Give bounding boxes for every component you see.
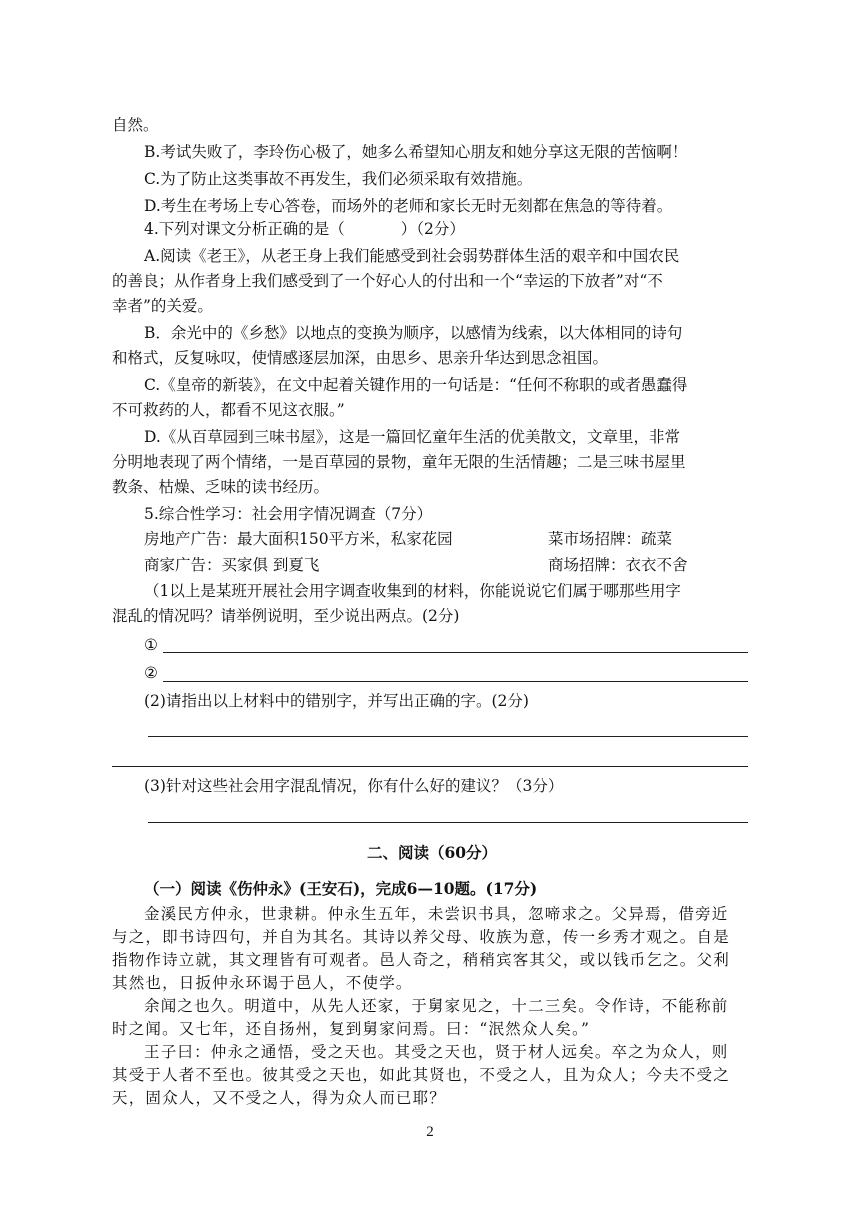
reading-passage-heading: （一）阅读《伤仲永》(王安石)，完成6—10题。(17分) — [144, 879, 538, 898]
q4-option-c: C.《皇帝的新装》，在文中起着关键作用的一句话是：“任何不称职的或者愚蠢得 — [144, 376, 688, 394]
answer-marker-1: ① — [144, 636, 158, 654]
passage-line: 余闻之也久。明道中，从先人还家，于舅家见之，十二三矣。令作诗，不能称前 — [144, 997, 729, 1015]
q4-option-a: A.阅读《老王》，从老王身上我们能感受到社会弱势群体生活的艰辛和中国农民 — [144, 247, 680, 265]
q4-option-b: B．余光中的《乡愁》以地点的变换为顺序，以感情为线索，以大体相同的诗句 — [144, 324, 683, 342]
section-title: 二、阅读（60分） — [366, 843, 498, 862]
sub-question-3: (3)针对这些社会用字混乱情况，你有什么好的建议？（3分） — [144, 777, 564, 795]
text-line: 自然。 — [112, 116, 159, 134]
text-line: 的善良；从作者身上我们感受到了一个好心人的付出和一个“幸运的下放者”对“不 — [112, 272, 663, 290]
material-item: 商家广告：买家俱 到夏飞 — [144, 556, 320, 574]
option-c-line: C.为了防止这类事故不再发生，我们必须采取有效措施。 — [144, 170, 533, 188]
answer-line[interactable] — [163, 652, 748, 653]
question-5: 5.综合性学习：社会用字情况调查（7分） — [144, 505, 433, 523]
text-line: 混乱的情况吗？请举例说明，至少说出两点。(2分) — [112, 607, 460, 625]
sub-question-1: （1以上是某班开展社会用字调查收集到的材料，你能说说它们属于哪那些用字 — [144, 582, 681, 600]
passage-line: 王子曰：仲永之通悟，受之天也。其受之天也，贤于材人远矣。卒之为众人，则 — [144, 1043, 729, 1061]
material-item: 商场招牌：衣衣不舍 — [548, 556, 688, 574]
option-d-line: D.考生在考场上专心答卷，而场外的老师和家长无时无刻都在焦急的等待着。 — [144, 197, 673, 215]
passage-line: 其然也，日扳仲永环谒于邑人，不使学。 — [112, 974, 413, 992]
page-number: 2 — [426, 1124, 434, 1140]
passage-line: 金溪民方仲永，世隶耕。仲永生五年，未尝识书具，忽啼求之。父异焉，借旁近 — [144, 905, 729, 923]
answer-marker-2: ② — [144, 664, 158, 682]
material-item: 菜市场招牌：疏菜 — [548, 530, 673, 548]
option-b-line: B.考试失败了，李玲伤心极了，她多么希望知心朋友和她分享这无限的苦恼啊！ — [144, 143, 688, 161]
text-line: 幸者”的关爱。 — [112, 297, 213, 315]
passage-line: 指物作诗立就，其文理皆有可观者。邑人奇之，稍稍宾客其父，或以钱币乞之。父利 — [112, 951, 730, 969]
answer-line[interactable] — [148, 736, 748, 737]
passage-line: 其受于人者不至也。彼其受之天也，如此其贤也，不受之人，且为众人；今夫不受之 — [112, 1066, 730, 1084]
text-line: 和格式，反复咏叹，使情感逐层加深，由思乡、思亲升华达到思念祖国。 — [112, 349, 609, 367]
answer-line[interactable] — [112, 766, 748, 767]
question-4 — [144, 218, 752, 240]
answer-line[interactable] — [148, 822, 748, 823]
text-line: 不可救药的人，都看不见这衣服。” — [112, 401, 345, 419]
answer-line[interactable] — [163, 681, 748, 682]
text-line: 分明地表现了两个情绪，一是百草园的景物，童年无限的生活情趣；二是三味书屋里 — [112, 453, 686, 471]
question-4-score: ）（2分） — [400, 220, 465, 238]
material-item: 房地产广告：最大面积150平方米，私家花园 — [144, 530, 453, 548]
sub-question-2: (2)请指出以上材料中的错别字，并写出正确的字。(2分) — [144, 692, 529, 710]
q4-option-d: D.《从百草园到三味书屋》，这是一篇回忆童年生活的优美散文，文章里，非常 — [144, 428, 681, 446]
passage-line: 天，固众人，又不受之人，得为众人而已耶？ — [112, 1089, 447, 1107]
question-4-stem: 4.下列对课文分析正确的是（ — [144, 220, 345, 238]
text-line: 教条、枯燥、乏味的读书经历。 — [112, 478, 330, 496]
passage-line: 时之闻。又七年，还自扬州，复到舅家问焉。曰：“泯然众人矣。” — [112, 1020, 591, 1038]
passage-line: 与之，即书诗四句，并自为其名。其诗以养父母、收族为意，传一乡秀才观之。自是 — [112, 928, 730, 946]
